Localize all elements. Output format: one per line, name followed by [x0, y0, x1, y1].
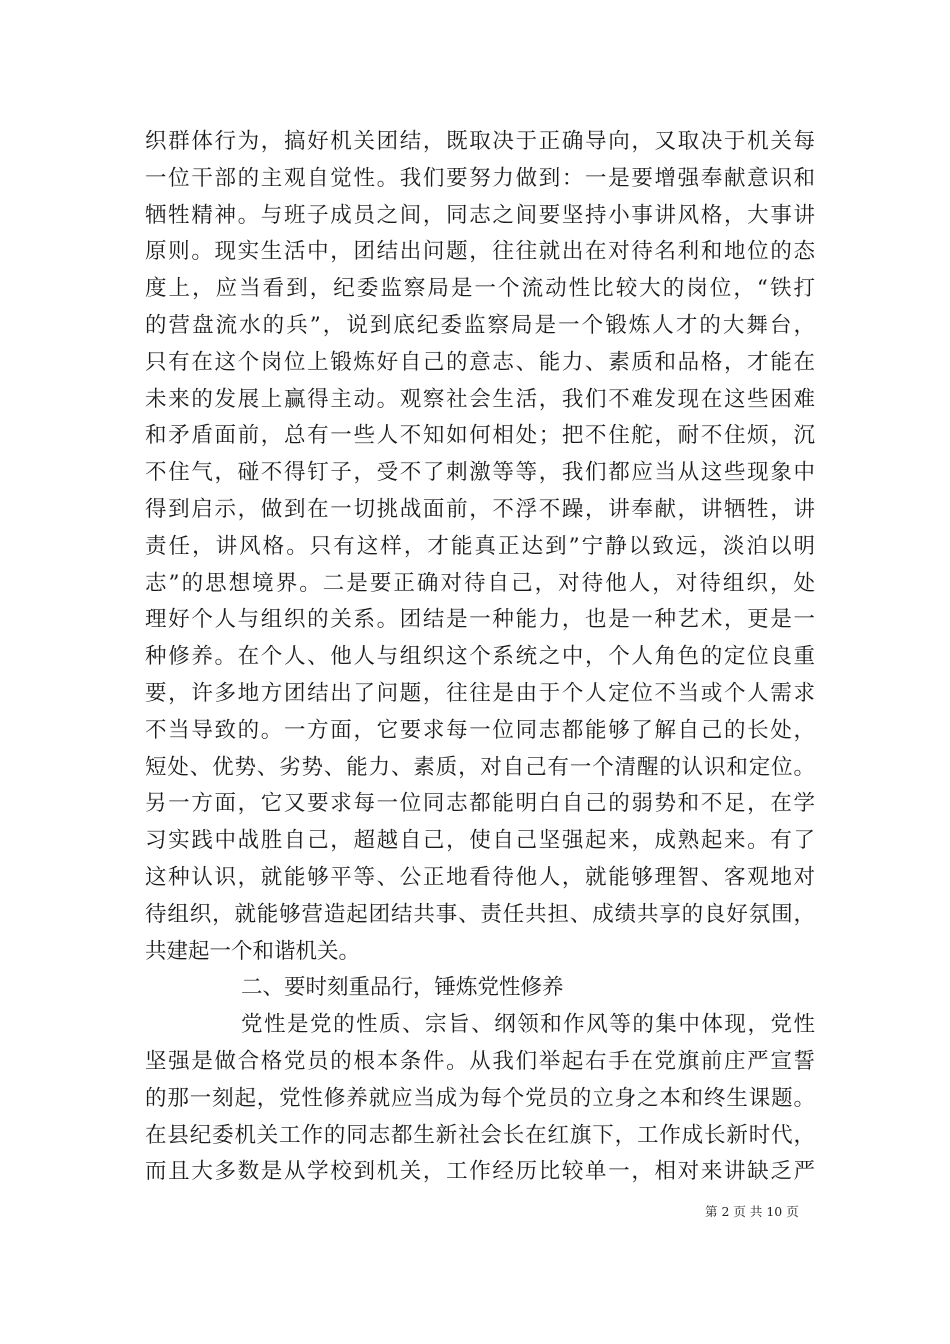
text-line: 习实践中战胜自己，超越自己，使自己坚强起来，成熟起来。有了 — [145, 828, 815, 854]
text-line: 牺牲精神。与班子成员之间，同志之间要坚持小事讲风格，大事讲 — [145, 202, 815, 228]
text-line: 原则。现实生活中，团结出问题，往往就出在对待名利和地位的态 — [145, 239, 815, 265]
text-line: 的营盘流水的兵”，说到底纪委监察局是一个锻炼人才的大舞台， — [145, 312, 815, 338]
text-line: 要，许多地方团结出了问题，往往是由于个人定位不当或个人需求 — [145, 680, 815, 706]
text-line: 而且大多数是从学校到机关，工作经历比较单一，相对来讲缺乏严 — [145, 1159, 815, 1185]
section-heading: 二、要时刻重品行，锤炼党性修养 — [241, 975, 564, 1001]
text-line: 坚强是做合格党员的根本条件。从我们举起右手在党旗前庄严宣誓 — [145, 1048, 815, 1074]
text-line: 短处、优势、劣势、能力、素质，对自己有一个清醒的认识和定位。 — [145, 754, 815, 780]
text-line: 不住气，碰不得钉子，受不了刺激等等，我们都应当从这些现象中 — [145, 460, 815, 486]
text-line: 党性是党的性质、宗旨、纲领和作风等的集中体现，党性 — [241, 1012, 815, 1038]
text-line: 种修养。在个人、他人与组织这个系统之中，个人角色的定位良重 — [145, 644, 815, 670]
text-line: 不当导致的。一方面，它要求每一位同志都能够了解自己的长处， — [145, 717, 815, 743]
text-line: 得到启示，做到在一切挑战面前，不浮不躁，讲奉献，讲牺牲，讲 — [145, 496, 815, 522]
text-line: 这种认识，就能够平等、公正地看待他人，就能够理智、客观地对 — [145, 864, 815, 890]
text-line: 另一方面，它又要求每一位同志都能明白自己的弱势和不足，在学 — [145, 791, 815, 817]
text-line: 织群体行为，搞好机关团结，既取决于正确导向，又取决于机关每 — [145, 129, 815, 154]
text-line: 志”的思想境界。二是要正确对待自己，对待他人，对待组织，处 — [145, 570, 815, 596]
body-text — [145, 124, 815, 1191]
text-line: 一位干部的主观自觉性。我们要努力做到：一是要增强奉献意识和 — [145, 165, 815, 191]
text-line: 责任，讲风格。只有这样，才能真正达到”宁静以致远，淡泊以明 — [145, 533, 815, 559]
text-line: 在县纪委机关工作的同志都生新社会长在红旗下，工作成长新时代， — [145, 1122, 815, 1148]
page-number-footer: 第 2 页 共 10 页 — [705, 1204, 799, 1219]
text-line: 理好个人与组织的关系。团结是一种能力，也是一种艺术，更是一 — [145, 607, 815, 633]
text-line: 只有在这个岗位上锻炼好自己的意志、能力、素质和品格，才能在 — [145, 349, 815, 375]
text-line: 的那一刻起，党性修养就应当成为每个党员的立身之本和终生课题。 — [145, 1085, 815, 1111]
text-line: 共建起一个和谐机关。 — [145, 938, 361, 964]
text-line: 和矛盾面前，总有一些人不知如何相处；把不住舵，耐不住烦，沉 — [145, 423, 815, 449]
text-line: 待组织，就能够营造起团结共事、责任共担、成绩共享的良好氛围， — [145, 901, 815, 927]
text-line: 未来的发展上赢得主动。观察社会生活，我们不难发现在这些困难 — [145, 386, 815, 412]
text-line: 度上，应当看到，纪委监察局是一个流动性比较大的岗位，“铁打 — [145, 276, 815, 302]
